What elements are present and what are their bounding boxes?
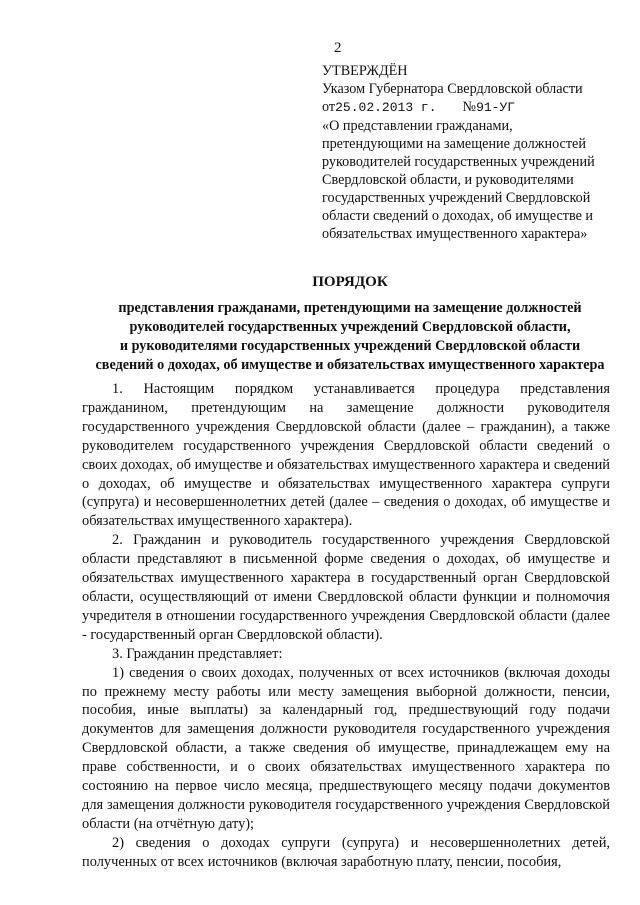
title-subtitle-line: и руководителями государственных учреждений Свердловской области bbox=[119, 338, 581, 354]
decree-date: 25.02.2013 г. bbox=[335, 100, 437, 115]
approval-status: УТВЕРЖДЁН bbox=[322, 63, 408, 79]
document-body bbox=[82, 380, 610, 872]
paragraph-2: 2. Гражданин и руководитель государственного учреждения Свердловской области представляют в письменной форме сведения о доходах, об имуществе и обязательствах имущественного характера в государственный орган Свердловской области, осуществляющий от имени Свердловской области функции и полномочия учредителя в отношении государственного учреждения Свердловской области (далее - государственный орган Свердловской области). bbox=[82, 532, 610, 643]
paragraph-3-item-2: 2) сведения о доходах супруги (супруга) и несовершеннолетних детей, полученных от всех источников (включая заработную плату, пенсии, пособия, bbox=[82, 834, 610, 870]
date-prefix: от bbox=[322, 99, 336, 115]
paragraph-3: 3. Гражданин представляет: bbox=[112, 645, 283, 662]
approval-stamp bbox=[322, 62, 622, 243]
decree-number: 91-УГ bbox=[476, 100, 516, 115]
decree-date-number bbox=[322, 98, 622, 117]
decree-title-line: государственных учреждений Свердловской bbox=[322, 190, 591, 206]
decree-title-line: руководителей государственных учреждений bbox=[322, 154, 595, 170]
title-heading: ПОРЯДОК bbox=[312, 274, 388, 290]
approval-authority: Указом Губернатора Свердловской области bbox=[322, 81, 583, 97]
decree-title-line: претендующими на замещение должностей bbox=[322, 136, 586, 152]
title-subtitle-line: руководителей государственных учреждений Свердловской области, bbox=[129, 319, 571, 335]
decree-title-line: обязательствах имущественного характера» bbox=[322, 226, 588, 242]
paragraph-1: 1. Настоящим порядком устанавливается процедура представления гражданином, претендующим на замещение должности руководителя государственного учреждения Свердловской области (далее – гражданин), а также руководителем государственного учреждения Свердловской области сведений о своих доходах, об имуществе и обязательствах имущественного характера и сведений о доходах, об имуществе и обязательствах имущественного характера супруги (супруга) и несовершеннолетних детей (далее – сведения о доходах, об имуществе и обязательствах имущественного характера). bbox=[82, 381, 611, 530]
document-title bbox=[80, 273, 620, 375]
decree-title-line: «О представлении гражданами, bbox=[322, 118, 513, 134]
title-subtitle-line: представления гражданами, претендующими на замещение должностей bbox=[118, 300, 582, 316]
number-prefix: № bbox=[462, 99, 477, 115]
title-subtitle-line: сведений о доходах, об имуществе и обязательствах имущественного характера bbox=[95, 357, 605, 373]
decree-title-line: Свердловской области, и руководителями bbox=[322, 172, 574, 188]
page-number: 2 bbox=[334, 40, 342, 56]
decree-title-line: области сведений о доходах, об имуществе и bbox=[322, 208, 594, 224]
paragraph-3-item-1: 1) сведения о своих доходах, полученных от всех источников (включая доходы по прежнему месту работы или месту замещения выборной должности, пенсии, пособия, иные выплаты) за календарный год, предшествующий году подачи документов для замещения должности руководителя государственного учреждения Свердловской области, а также сведения об имуществе, принадлежащем ему на праве собственности, и о своих обязательствах имущественного характера по состоянию на первое число месяца, предшествующего месяцу подачи документов для замещения должности руководителя государственного учреждения Свердловской области (на отчётную дату); bbox=[82, 664, 610, 832]
